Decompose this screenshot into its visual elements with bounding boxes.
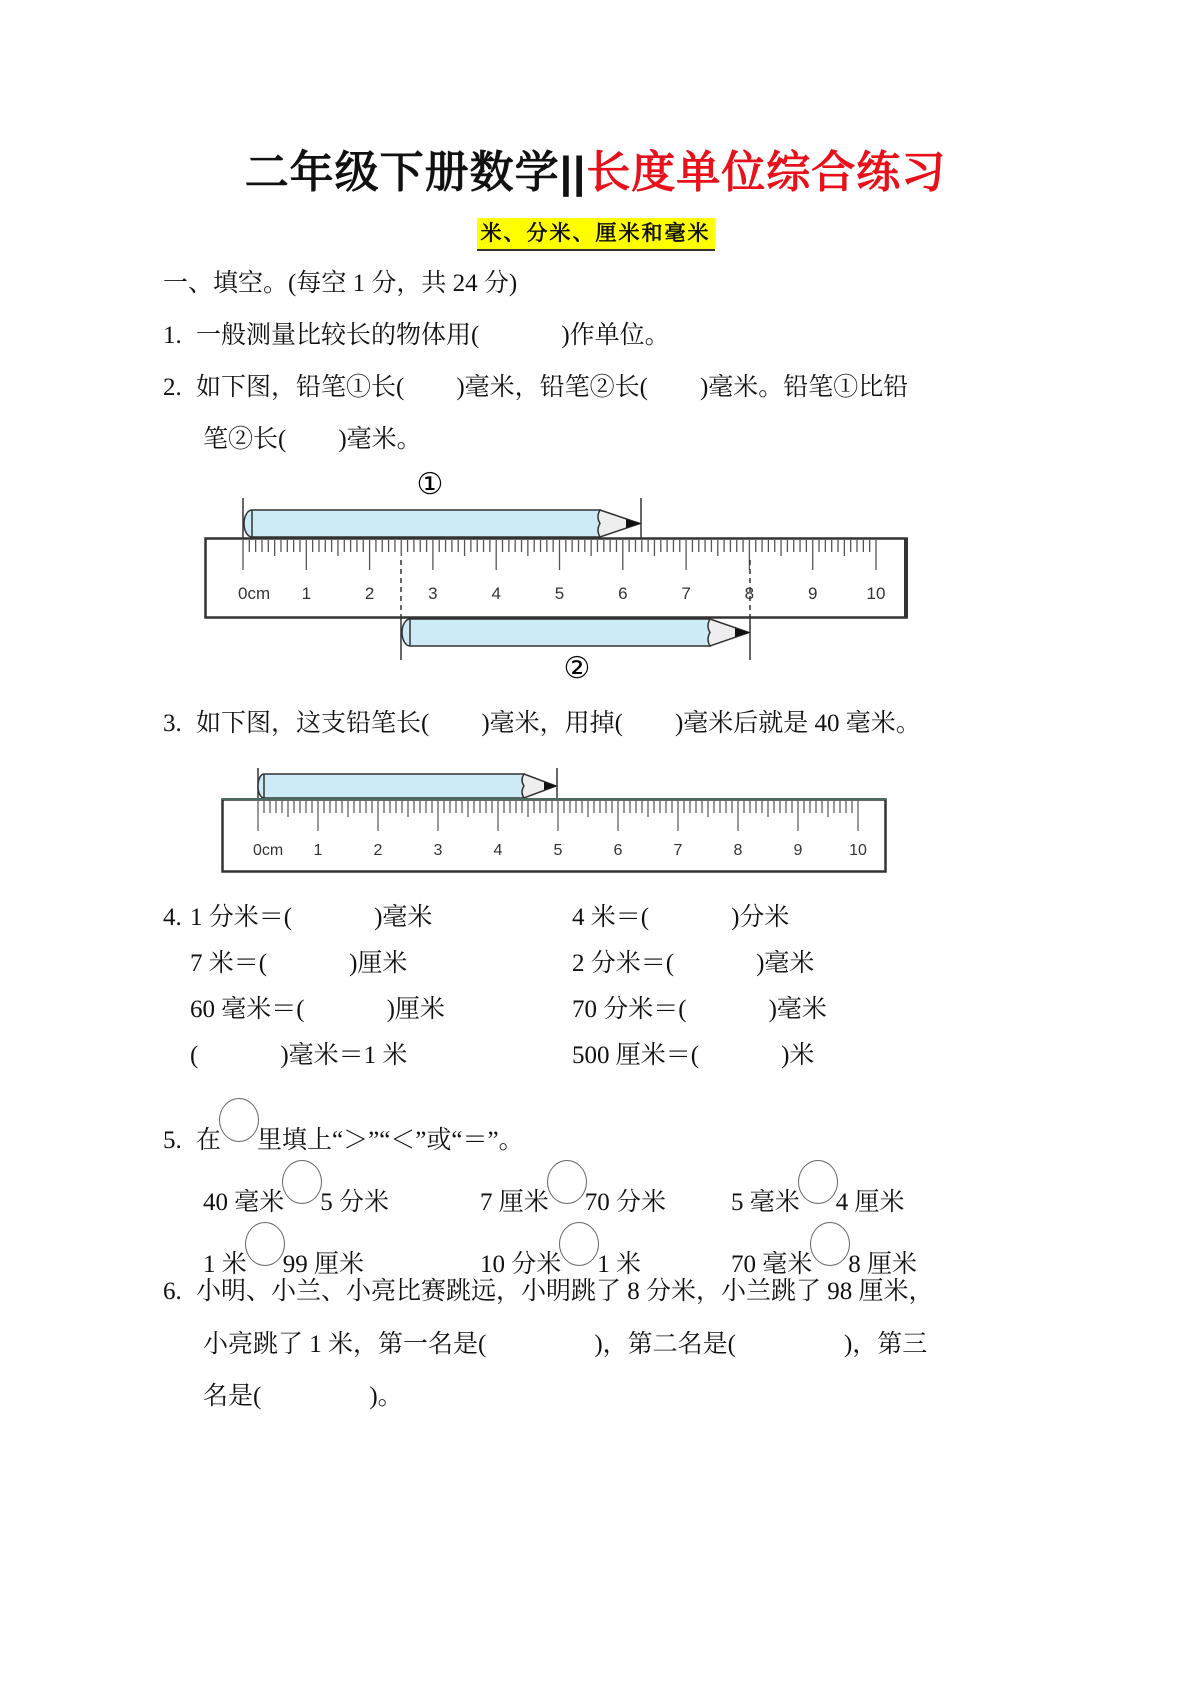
q5-5-compare-circle[interactable] <box>559 1222 599 1266</box>
question-2-line-2 <box>203 424 422 456</box>
q4-7-before: ( <box>190 1042 199 1069</box>
ruler-tick-label: 5 <box>553 842 563 859</box>
pencil-1 <box>244 510 641 537</box>
q5-item-4 <box>203 1222 364 1281</box>
question-6-line-3 <box>203 1381 403 1413</box>
ruler-tick-label: 10 <box>866 584 886 603</box>
q4-number: 4. <box>163 904 182 931</box>
question-1 <box>163 320 670 352</box>
ruler-figure-two-pencils <box>0 460 1191 690</box>
ruler-tick-label: 1 <box>313 842 323 859</box>
q5-1-left: 40 毫米 <box>203 1189 285 1216</box>
pencil-2-label: ② <box>563 652 591 685</box>
ruler-tick-label: 5 <box>554 584 565 603</box>
ruler-tick-label: 7 <box>681 584 691 603</box>
q4-item-1 <box>190 902 432 934</box>
q6-text-c: )，第三 <box>843 1331 928 1358</box>
title-separator: || <box>559 148 587 197</box>
section-heading: 一、填空。(每空 1 分，共 24 分) <box>163 270 518 297</box>
q5-2-right: 70 分米 <box>584 1189 667 1216</box>
pencil-2 <box>402 619 750 646</box>
q3-number: 3. <box>163 710 182 737</box>
q4-1-before: 1 分米＝( <box>190 904 293 931</box>
ruler-tick-label: 0cm <box>253 842 284 859</box>
q2-text-a: 如下图，铅笔①长( <box>196 374 405 401</box>
q5-text-a: 在 <box>196 1127 222 1154</box>
q2-text-c: )毫米。铅笔①比铅 <box>699 374 909 401</box>
q5-5-left: 10 分米 <box>480 1251 562 1278</box>
q4-7-after: )毫米＝1 米 <box>280 1042 408 1069</box>
q4-3-after: )厘米 <box>349 950 408 977</box>
q6-text-d: 名是( <box>203 1383 262 1410</box>
q5-2-left: 7 厘米 <box>480 1189 549 1216</box>
q5-item-3 <box>731 1160 905 1219</box>
ruler-tick-label: 9 <box>807 584 818 603</box>
q4-3-before: 7 米＝( <box>190 950 268 977</box>
q4-6-before: 70 分米＝( <box>572 996 687 1023</box>
q2-text-b: )毫米，铅笔②长( <box>456 374 648 401</box>
q5-4-compare-circle[interactable] <box>245 1222 285 1266</box>
ruler-tick-label: 7 <box>673 842 683 859</box>
q4-item-4 <box>572 948 814 980</box>
q2-text-e: )毫米。 <box>338 426 422 453</box>
q1-text-before: 一般测量比较长的物体用( <box>196 322 480 349</box>
question-6-line-1 <box>163 1276 934 1308</box>
q4-6-after: )毫米 <box>768 996 827 1023</box>
q5-1-right: 5 分米 <box>320 1189 390 1216</box>
ruler-1 <box>206 539 907 618</box>
q5-text-b: 里填上“＞”“＜”或“＝”。 <box>257 1127 524 1154</box>
ruler-tick-label: 6 <box>618 584 628 603</box>
ruler-figure-one-pencil <box>0 760 1191 880</box>
ruler-tick-label: 4 <box>493 842 503 859</box>
ruler-tick-label: 4 <box>491 584 501 603</box>
question-3 <box>163 708 921 740</box>
question-5-instruction <box>163 1098 524 1157</box>
q4-8-before: 500 厘米＝( <box>572 1042 700 1069</box>
title-grade: 二年级下册数学 <box>244 148 560 197</box>
q4-4-before: 2 分米＝( <box>572 950 675 977</box>
ruler-tick-label: 3 <box>433 842 443 859</box>
title-topic: 长度单位综合练习 <box>586 148 947 197</box>
q4-5-after: )厘米 <box>386 996 445 1023</box>
q6-text-b: )，第二名是( <box>594 1331 736 1358</box>
q5-item-2 <box>480 1160 666 1219</box>
q4-item-7 <box>190 1040 407 1072</box>
q5-2-compare-circle[interactable] <box>547 1160 587 1204</box>
q5-3-right: 4 厘米 <box>835 1189 905 1216</box>
q4-item-8 <box>572 1040 814 1072</box>
q5-5-right: 1 米 <box>597 1251 642 1278</box>
q5-3-left: 5 毫米 <box>731 1189 800 1216</box>
q5-item-6 <box>731 1222 917 1281</box>
ruler-tick-label: 0cm <box>238 584 271 603</box>
q4-4-after: )毫米 <box>756 950 815 977</box>
q4-8-after: )米 <box>781 1042 815 1069</box>
q4-5-before: 60 毫米＝( <box>190 996 305 1023</box>
q5-3-compare-circle[interactable] <box>798 1160 838 1204</box>
q3-text-b: )毫米，用掉( <box>481 710 623 737</box>
ruler-tick-label: 1 <box>301 584 312 603</box>
ruler-tick-label: 10 <box>849 842 867 859</box>
ruler-tick-label: 2 <box>373 842 383 859</box>
page-title <box>0 148 1191 198</box>
q2-number: 2. <box>163 374 182 401</box>
circle-example-icon <box>219 1098 259 1142</box>
pencil-q3 <box>258 774 557 798</box>
q4-1-after: )毫米 <box>374 904 433 931</box>
q5-4-left: 1 米 <box>203 1251 247 1278</box>
ruler-tick-label: 8 <box>744 584 755 603</box>
q3-text-c: )毫米后就是 40 毫米。 <box>674 710 921 737</box>
q5-4-right: 99 厘米 <box>282 1251 365 1278</box>
q6-text-line1: 小明、小兰、小亮比赛跳远，小明跳了 8 分米，小兰跳了 98 厘米， <box>196 1278 934 1305</box>
q3-text-a: 如下图，这支铅笔长( <box>196 710 430 737</box>
ruler-tick-label: 9 <box>793 842 803 859</box>
q5-1-compare-circle[interactable] <box>282 1160 322 1204</box>
q4-item-5 <box>190 994 445 1026</box>
q4-item-2 <box>572 902 789 934</box>
q4-2-after: )分米 <box>731 904 790 931</box>
q5-item-5 <box>480 1222 641 1281</box>
q5-item-1 <box>203 1160 389 1219</box>
q1-number: 1. <box>163 322 182 349</box>
q4-2-before: 4 米＝( <box>572 904 650 931</box>
q2-text-d: 笔②长( <box>203 426 287 453</box>
q6-number: 6. <box>163 1278 182 1305</box>
q6-text-a: 小亮跳了 1 米，第一名是( <box>203 1331 487 1358</box>
q4-item-3 <box>190 948 407 980</box>
q1-text-after: )作单位。 <box>561 322 670 349</box>
subtitle-container <box>0 218 1191 251</box>
q5-number: 5. <box>163 1127 182 1154</box>
ruler-tick-label: 8 <box>733 842 743 859</box>
subtitle: 米、分米、厘米和毫米 <box>477 218 715 251</box>
q6-text-e: )。 <box>369 1383 403 1410</box>
ruler-tick-label: 3 <box>428 584 438 603</box>
q5-6-compare-circle[interactable] <box>810 1222 850 1266</box>
q5-6-left: 70 毫米 <box>731 1251 813 1278</box>
pencil-1-label: ① <box>416 468 444 501</box>
q5-6-right: 8 厘米 <box>848 1251 918 1278</box>
ruler-tick-label: 6 <box>613 842 623 859</box>
question-6-line-2 <box>203 1329 927 1361</box>
ruler-tick-label: 2 <box>364 584 375 603</box>
question-2-line-1 <box>163 372 908 404</box>
q4-item-6 <box>572 994 827 1026</box>
